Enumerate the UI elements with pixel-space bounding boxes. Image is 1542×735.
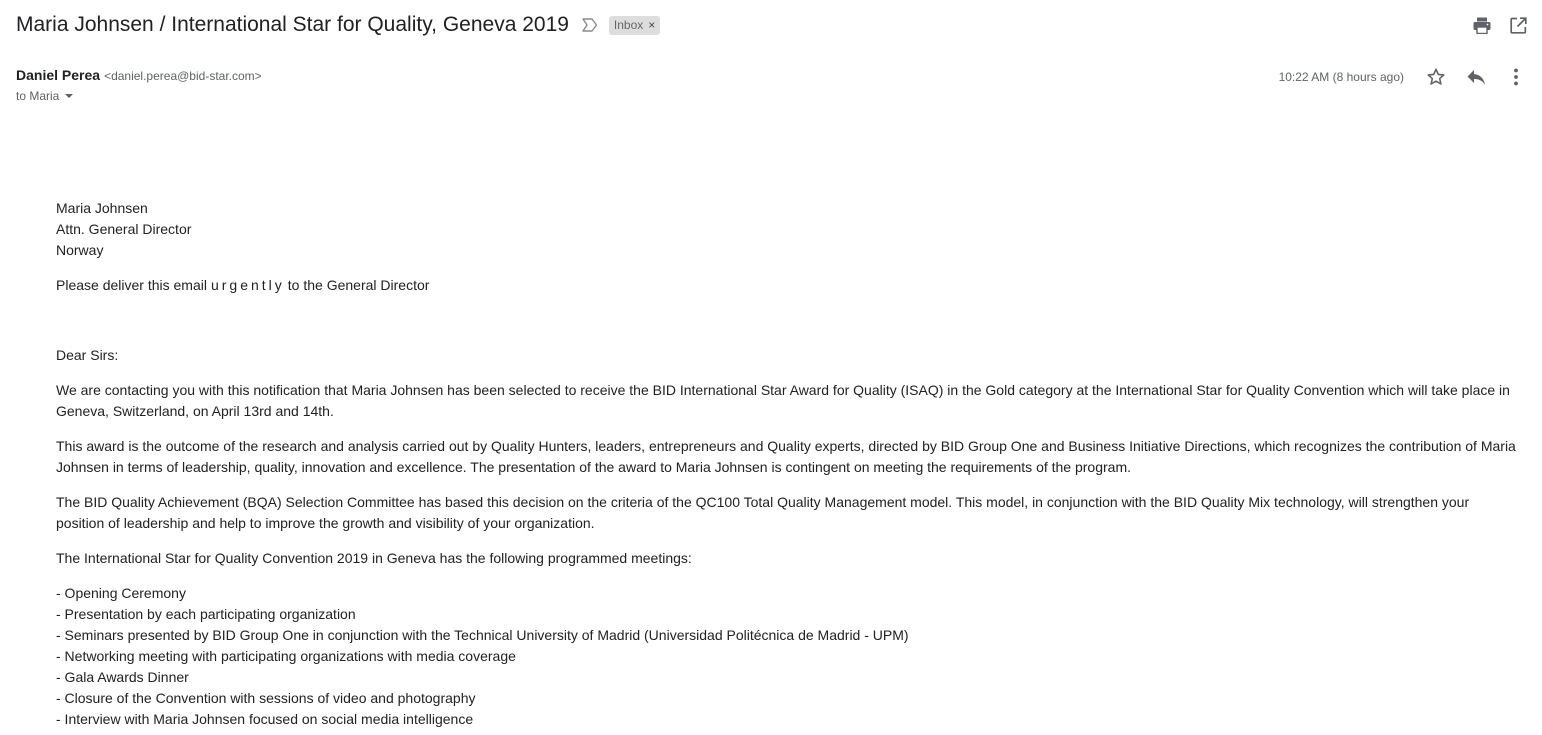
greeting: Dear Sirs: xyxy=(56,347,119,363)
star-icon[interactable] xyxy=(1424,65,1448,89)
sender-name[interactable]: Daniel Perea xyxy=(16,67,101,83)
reply-icon[interactable] xyxy=(1464,65,1488,89)
address-line: Maria Johnsen xyxy=(56,200,148,216)
address-block xyxy=(56,198,1516,261)
address-line: Attn. General Director xyxy=(56,221,192,237)
chevron-down-icon[interactable] xyxy=(65,94,73,98)
list-item: - Seminars presented by BID Group One in conjunction with the Technical University of Madrid (Universidad Politécnica de Madrid - UPM) xyxy=(56,627,909,643)
delivery-suffix: to the General Director xyxy=(287,277,430,293)
body-paragraph: This award is the outcome of the research and analysis carried out by Quality Hunters, leaders, entrepreneurs and Quality experts, directed by BID Group One and Business Initiative Directions, which recognizes the contribution of Maria Johnsen in terms of leadership, quality, innovation and excellence. The presentation of the award to Maria Johnsen is contingent on meeting the requirements of the program. xyxy=(56,438,1516,475)
list-item: - Opening Ceremony xyxy=(56,585,186,601)
remove-label-button[interactable]: × xyxy=(648,17,656,32)
message-actions xyxy=(1279,65,1528,89)
body-paragraph: We are contacting you with this notification that Maria Johnsen has been selected to receive the BID International Star Award for Quality (ISAQ) in the Gold category at the International Star for Quality Convention which will take place in Geneva, Switzerland, on April 13rd and 14th. xyxy=(56,382,1510,419)
list-item: - Gala Awards Dinner xyxy=(56,669,189,685)
recipient-label: to Maria xyxy=(16,89,60,103)
body-paragraph: The International Star for Quality Convention 2019 in Geneva has the following programmed meetings: xyxy=(56,550,692,566)
email-subject: Maria Johnsen / International Star for Quality, Geneva 2019 xyxy=(16,13,569,36)
delivery-prefix: Please deliver this email xyxy=(56,277,207,293)
open-in-new-window-icon[interactable] xyxy=(1508,14,1528,36)
print-icon[interactable] xyxy=(1472,14,1492,36)
list-item: - Presentation by each participating organization xyxy=(56,606,356,622)
sender-email: <daniel.perea@bid-star.com> xyxy=(104,69,262,83)
list-item: - Interview with Maria Johnsen focused on social media intelligence xyxy=(56,711,474,727)
delivery-instruction xyxy=(56,275,1516,296)
list-item: - Closure of the Convention with sessions of video and photography xyxy=(56,690,476,706)
label-important-icon[interactable] xyxy=(581,16,599,34)
thread-actions xyxy=(1472,14,1528,36)
inbox-label-text: Inbox xyxy=(613,17,644,32)
list-item: - Networking meeting with participating organizations with media coverage xyxy=(56,648,516,664)
meetings-list xyxy=(56,583,1516,730)
address-line: Norway xyxy=(56,242,104,258)
delivery-emphasis: urgently xyxy=(210,277,285,293)
more-vert-icon[interactable] xyxy=(1504,65,1528,89)
message-timestamp: 10:22 AM (8 hours ago) xyxy=(1278,70,1404,84)
inbox-label-chip xyxy=(609,16,660,35)
body-paragraph: The BID Quality Achievement (BQA) Selection Committee has based this decision on the criteria of the QC100 Total Quality Management model. This model, in conjunction with the BID Quality Mix technology, will strengthen your position of leadership and help to improve the growth and visibility of your organization. xyxy=(56,494,1470,531)
recipient-details-toggle[interactable] xyxy=(16,89,73,103)
spacer xyxy=(56,310,1516,345)
email-body xyxy=(56,198,1516,735)
subject-row xyxy=(16,10,660,40)
sender-row xyxy=(16,67,262,83)
